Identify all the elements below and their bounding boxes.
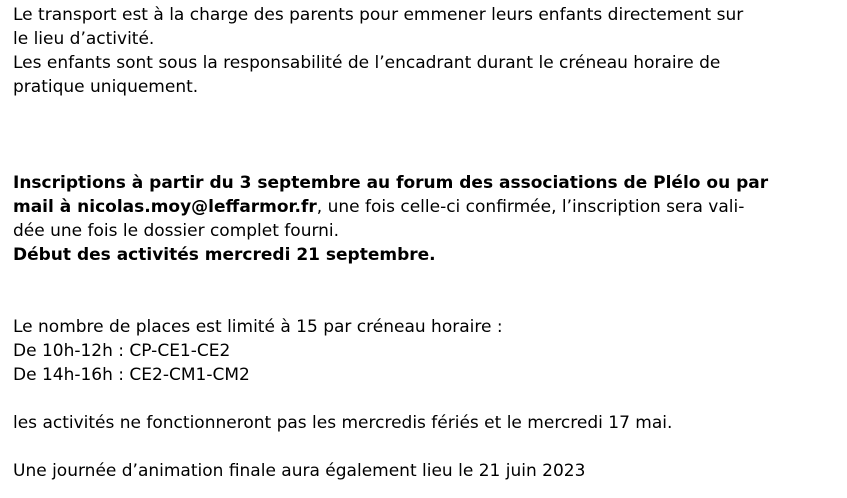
holidays-note: les activités ne fonctionneront pas les mercredis fériés et le mercredi 17 mai. xyxy=(13,413,673,433)
places-slot-2: De 14h-16h : CE2-CM1-CM2 xyxy=(13,365,250,385)
transport-line-1: Le transport est à la charge des parents pour emmener leurs enfants directement sur xyxy=(13,5,744,25)
inscriptions-line-2 xyxy=(13,195,831,219)
places-intro: Le nombre de places est limité à 15 par créneau horaire : xyxy=(13,317,503,337)
inscriptions-line-1: Inscriptions à partir du 3 septembre au forum des associations de Plélo ou par xyxy=(13,173,769,193)
inscriptions-line-3: dée une fois le dossier complet fourni. xyxy=(13,221,340,241)
document-body xyxy=(13,3,831,483)
final-event-note: Une journée d’animation finale aura également lieu le 21 juin 2023 xyxy=(13,461,586,481)
responsibility-line-2: pratique uniquement. xyxy=(13,77,199,97)
responsibility-line-1: Les enfants sont sous la responsabilité de l’encadrant durant le créneau horaire de xyxy=(13,53,721,73)
places-slot-1: De 10h-12h : CP-CE1-CE2 xyxy=(13,341,231,361)
transport-line-2: le lieu d’activité. xyxy=(13,29,155,49)
inscriptions-line-2-rest: , une fois celle-ci confirmée, l’inscription sera vali- xyxy=(316,197,745,217)
inscriptions-email-text: mail à nicolas.moy@leffarmor.fr xyxy=(13,197,317,217)
start-date-line: Début des activités mercredi 21 septembre. xyxy=(13,245,436,265)
